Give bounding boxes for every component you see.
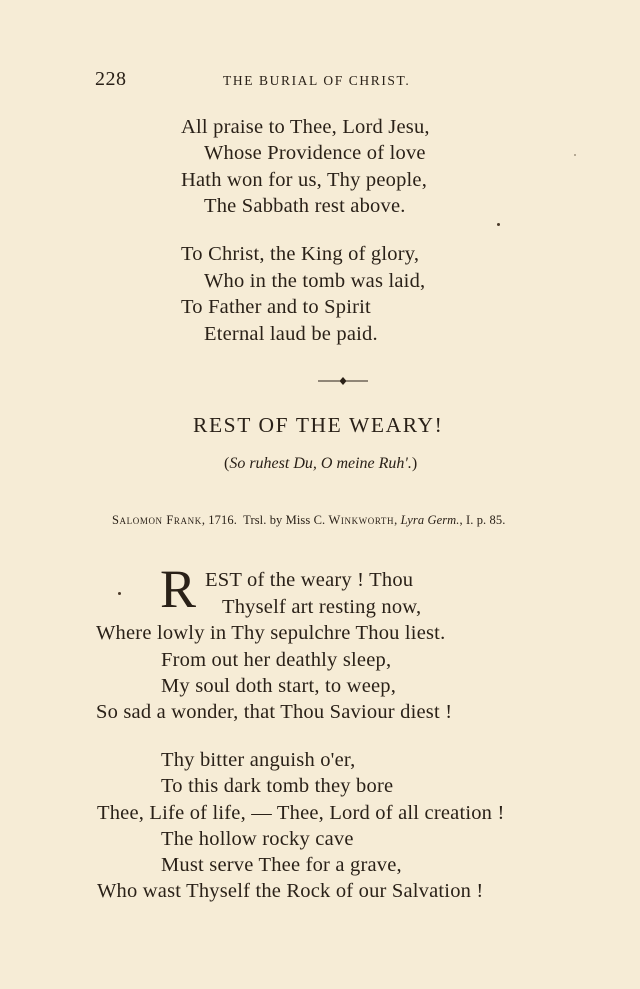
source-reference: , I. p. 85. [459,513,506,527]
author-date: , 1716. [201,513,237,527]
verse-line: To this dark tomb they bore [161,775,394,797]
verse-line: Who wast Thyself the Rock of our Salvation ! [97,880,484,902]
author-name: Salomon Frank [112,513,202,527]
attribution: Salomon Frank, 1716. Trsl. by Miss C. Winkworth, Lyra Germ., I. p. 85. [112,513,506,527]
verse-line: The hollow rocky cave [161,828,354,850]
translation-prefix: Trsl. by Miss C. [243,513,326,527]
paren-close: ) [411,455,418,472]
drop-cap: R [160,559,197,619]
verse-line: To Father and to Spirit [181,296,371,318]
verse-line: Where lowly in Thy sepulchre Thou liest. [96,622,446,644]
verse-line: Must serve Thee for a grave, [161,854,402,876]
verse-line: Thyself art resting now, [222,596,422,618]
original-title [224,455,417,473]
page-header [95,68,515,94]
ink-speck [497,223,500,226]
translator-name: Winkworth [328,513,395,527]
verse-line: EST of the weary ! Thou [205,569,414,591]
verse-line: All praise to Thee, Lord Jesu, [181,116,430,138]
verse-line: Hath won for us, Thy people, [181,169,428,191]
verse-line: The Sabbath rest above. [204,195,406,217]
page-number: 228 [95,68,127,90]
ink-speck [574,154,576,156]
verse-line: My soul doth start, to weep, [161,675,397,697]
verse-line: Who in the tomb was laid, [204,270,426,292]
verse-line: Thy bitter anguish o'er, [161,749,356,771]
verse-line: Thee, Life of life, — Thee, Lord of all creation ! [97,802,505,824]
original-title-text: So ruhest Du, O meine Ruh'. [229,455,412,472]
ink-speck [118,592,121,595]
source-title: Lyra Germ. [400,513,460,527]
verse-line: To Christ, the King of glory, [181,243,420,265]
verse-line: Whose Providence of love [204,142,426,164]
running-title: THE BURIAL OF CHRIST. [223,73,411,88]
verse-line: Eternal laud be paid. [204,323,378,345]
hymn-title: REST OF THE WEARY! [193,413,444,437]
verse-line: So sad a wonder, that Thou Saviour diest ! [96,701,453,723]
verse-line: From out her deathly sleep, [161,649,392,671]
paren-open: ( [224,455,230,472]
ornament-divider-icon [318,374,368,388]
